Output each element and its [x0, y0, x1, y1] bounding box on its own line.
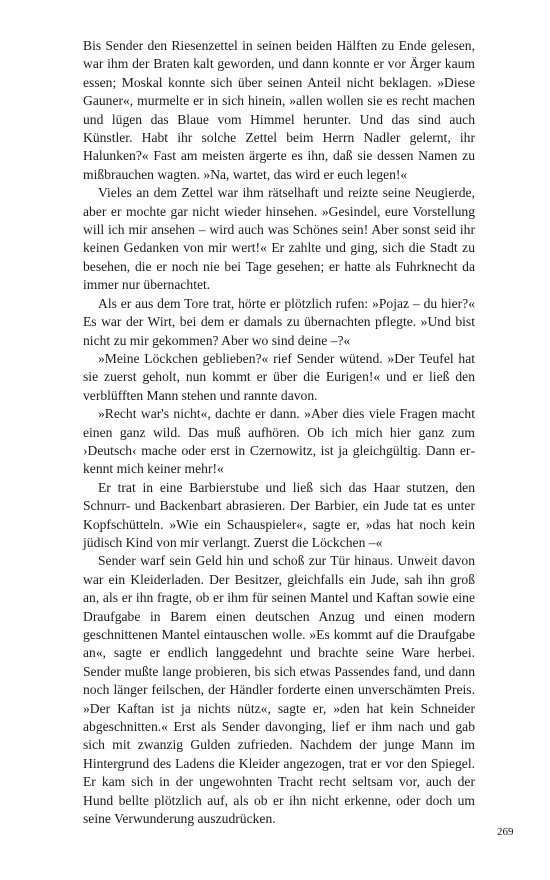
paragraph-6: Er trat in eine Barbierstube und ließ sich das Haar stutzen, den Schnurr- und Backenbart abrasieren. Der Barbier, ein Jude tat es unter Kopfschütteln. »Wie ein Schauspieler«, sagte er, »das hat noch kein jüdisch Kind von mir verlangt. Zuerst die Löckchen –«	[83, 479, 475, 550]
paragraph-7: Sender warf sein Geld hin und schoß zur Tür hinaus. Unweit davon war ein Kleiderladen. Der Besitzer, gleichfalls ein Jude, sah ihn groß an, als er ihn fragte, ob er ihm für seinen Mantel und Kaftan sowie eine Draufgabe in Barem einen deutschen Anzug und einen modern geschnittenen Mantel eintauschen wolle. »Es kommt auf die Draufgabe an«, sagte er endlich langgedehnt und brachte seine Ware herbei. Sender mußte lange probieren, bis sich etwas Passendes fand, und dann noch länger feilschen, der Händler forderte einen unverschämten Preis. »Der Kaftan ist ja nichts nütz«, sagte er, »den hat kein Schneider abgeschnitten.« Erst als Sender davonging, lief er ihm nach und gab sich mit zwanzig Gulden zufrieden. Nachdem der junge Mann im Hintergrund des Ladens die Kleider angezogen, trat er vor den Spiegel. Er kam sich in der ungewohnten Tracht recht seltsam vor, auch der Hund bellte plötzlich auf, als ob er ihn nicht erkenne, oder doch um seine Verwunderung auszudrücken.	[83, 553, 475, 827]
paragraph-2: Vieles an dem Zettel war ihm rätselhaft und reizte seine Neugierde, aber er mochte gar nicht wieder hinsehen. »Gesindel, eure Vorstellung will ich mir ansehen – wird auch was Schönes sein! Aber sonst seid ihr keinen Gedanken von mir wert!« Er zahlte und ging, sich die Stadt zu besehen, die er noch nie bei Tage gesehen; er hatte als Fuhrknecht da immer nur übernachtet.	[83, 185, 475, 293]
paragraph-3: Als er aus dem Tore trat, hörte er plötzlich rufen: »Pojaz – du hier?« Es war der Wirt, bei dem er damals zu übernachten pflegte. »Und bist nicht zu mir gekommen? Aber wo sind deine –?«	[83, 295, 475, 348]
body-text	[83, 37, 475, 828]
paragraph-4: »Meine Löckchen geblieben?« rief Sender wütend. »Der Teufel hat sie zuerst geholt, nun kommt er über die Eurigen!« und er ließ den verblüfften Mann stehen und rannte davon.	[83, 350, 475, 403]
paragraph-5: »Recht war's nicht«, dachte er dann. »Aber dies viele Fragen macht einen ganz wild. Das muß aufhören. Ob ich mich hier ganz zum ›Deutsch‹ mache oder erst in Czernowitz, ist ja gleichgültig. Dann erkennt mich keiner mehr!«	[83, 406, 475, 477]
paragraph-1: Bis Sender den Riesenzettel in seinen beiden Hälften zu Ende gelesen, war ihm der Braten kalt geworden, und dann konnte er vor Ärger kaum essen; Moskal konnte sich über seinen Anteil nicht beklagen. »Diese Gauner«, murmelte er in sich hinein, »allen wollen sie es recht machen und lügen das Blaue vom Himmel herunter. Und das sind auch Künstler. Habt ihr solche Zettel beim Herrn Nadler gelernt, ihr Halunken?« Fast am meisten ärgerte es ihn, daß sie dessen Namen zu mißbrauchen wagten. »Na, wartet, das wird er euch legen!«	[83, 38, 475, 182]
page-number: 269	[497, 826, 514, 838]
